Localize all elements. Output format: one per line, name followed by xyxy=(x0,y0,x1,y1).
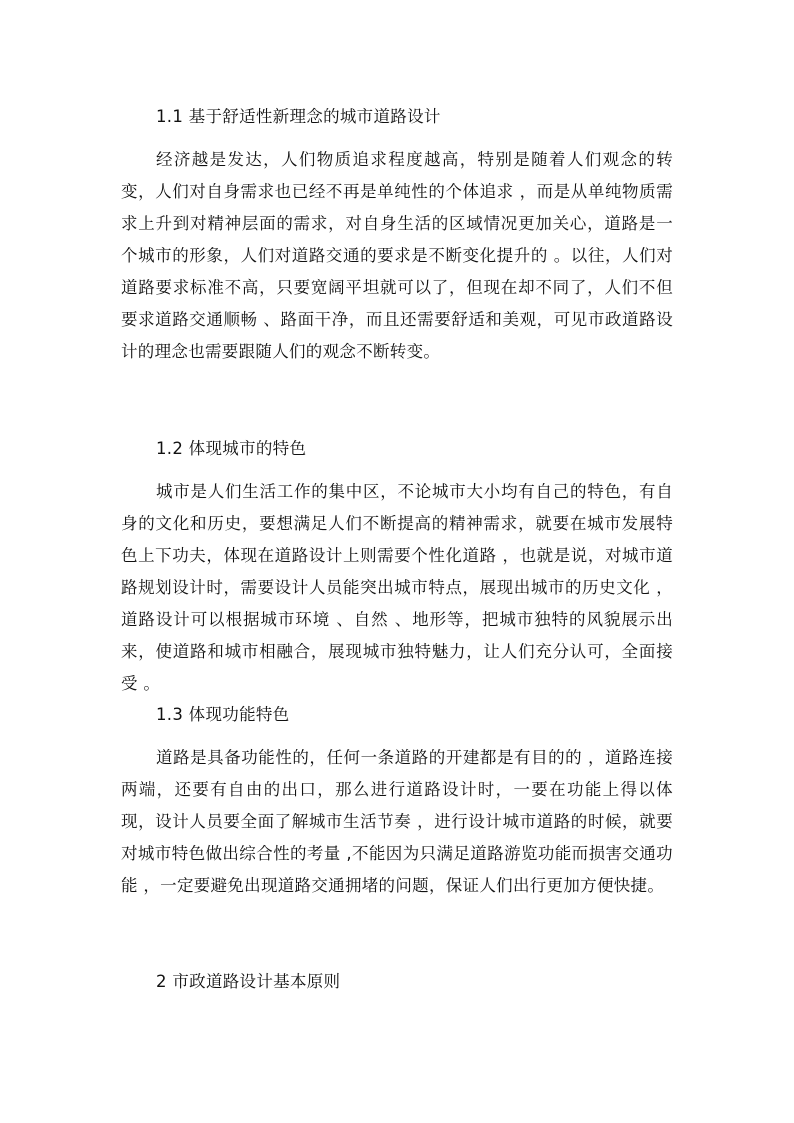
section-paragraph-1-3: 道路是具备功能性的，任何一条道路的开建都是有目的的 ，道路连接两端，还要有自由的出口，那么进行道路设计时，一要在功能上得以体现，设计人员要全面了解城市生活节奏 ，进行设计城市道路的时候，就要对城市特色做出综合性的考量 ,不能因为只满足道路游览功能而损害交通功能 ，一定要避免出现道路交通拥堵的问题，保证人们出行更加方便快捷。 xyxy=(121,748,673,895)
section-heading-1-2: 1.2 体现城市的特色 xyxy=(156,439,307,458)
section-paragraph-1-1: 经济越是发达，人们物质追求程度越高，特别是随着人们观念的转变，人们对自身需求也已经不再是单纯性的个体追求 ，而是从单纯物质需求上升到对精神层面的需求，对自身生活的区域情况更加关心，道路是一个城市的形象，人们对道路交通的要求是不断变化提升的 。以往，人们对道路要求标准不高，只要宽阔平坦就可以了，但现在却不同了，人们不但要求道路交通顺畅 、路面干净，而且还需要舒适和美观，可见市政道路设计的理念也需要跟随人们的观念不断转变。 xyxy=(121,150,673,361)
section-heading-2: 2 市政道路设计基本原则 xyxy=(156,972,341,991)
section-paragraph-1-2: 城市是人们生活工作的集中区，不论城市大小均有自己的特色，有自身的文化和历史，要想满足人们不断提高的精神需求，就要在城市发展特色上下功夫，体现在道路设计上则需要个性化道路 ，也就是说，对城市道路规划设计时，需要设计人员能突出城市特点，展现出城市的历史文化 ，道路设计可以根据城市环境 、自然 、地形等，把城市独特的风貌展示出来，使道路和城市相融合，展现城市独特魅力，让人们充分认可，全面接受 。 xyxy=(121,482,673,693)
section-heading-1-3: 1.3 体现功能特色 xyxy=(156,705,290,724)
section-heading-1-1: 1.1 基于舒适性新理念的城市道路设计 xyxy=(156,107,441,126)
